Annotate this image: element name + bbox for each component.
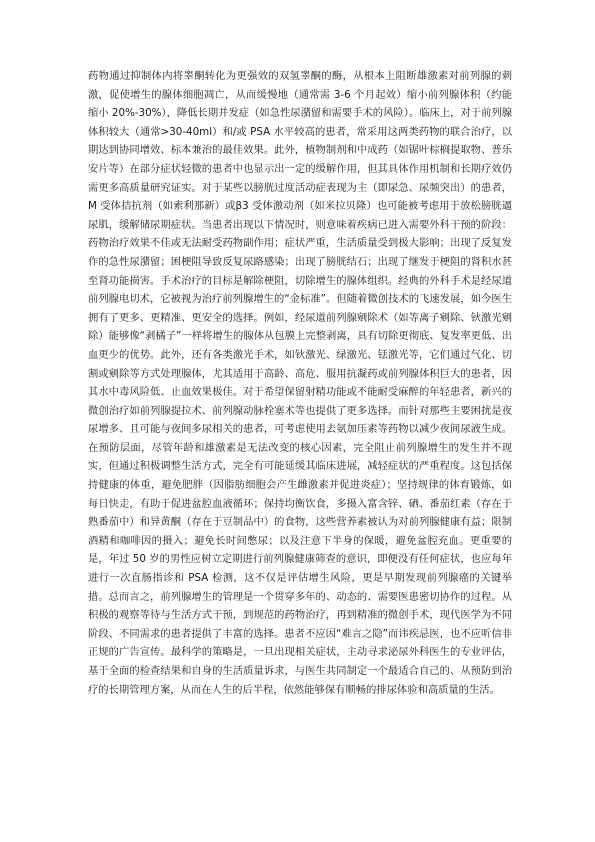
body-paragraph: 药物通过抑制体内将睾酮转化为更强效的双氢睾酮的酶，从根本上阻断雄激素对前列腺的刺激，促使增生的腺体细胞凋亡，从而缓慢地（通常需 3-6 个月起效）缩小前列腺体积（约能缩小 20%-30%），降低长期并发症（如急性尿潴留和需要手术的风险）。临床上，对于前列腺体积较大（通常>30-40ml）和/或 PSA 水平较高的患者，常采用这两类药物的联合治疗，以期达到协同增效、标本兼治的最佳效果。此外，植物制剂和中成药（如锯叶棕榈提取物、普乐安片等）在部分症状轻微的患者中也显示出一定的缓解作用，但其具体作用机制和长期疗效仍需更多高质量研究证实。对于某些以膀胱过度活动症表现为主（即尿急、尿频突出）的患者，M 受体拮抗剂（如索利那新）或β3 受体激动剂（如米拉贝隆）也可能被考虑用于放松膀胱逼尿肌，缓解储尿期症状。当患者出现以下情况时，则意味着疾病已进入需要外科干预的阶段：药物治疗效果不佳或无法耐受药物副作用；症状严重，生活质量受到极大影响；出现了反复发作的急性尿潴留；困梗阻导致反复尿路感染；出现了膀胱结石；出现了继发于梗阻的肾积水甚至肾功能损害。手术治疗的目标是解除梗阻，切除增生的腺体组织。经典的外科手术是经尿道前列腺电切术，它被视为治疗前列腺增生的“金标准”。但随着微创技术的飞速发展，如今医生拥有了更多、更精准、更安全的选择。例如，经尿道前列腺剜除术（如等离子剜除、钬激光剜除）能够像“剥橘子”一样将增生的腺体从包膜上完整剥离，具有切除更彻底、复发率更低、出血更少的优势。此外，还有各类激光手术，如钬激光、绿激光、铥激光等，它们通过气化、切割或剜除等方式处理腺体，尤其适用于高龄、高危、服用抗凝药或前列腺体积巨大的患者，因其水中毒风险低、止血效果极佳。对于希望保留射精功能或不能耐受麻醉的年轻患者，新兴的微创治疗如前列腺提拉术、前列腺动脉栓塞术等也提供了更多选择。而针对那些主要困扰是夜尿增多、且可能与夜间多尿相关的患者，可考虑使用去氨加压素等药物以减少夜间尿液生成。在预防层面，尽管年龄和雄激素是无法改变的核心因素，完全阻止前列腺增生的发生并不现实，但通过积极调整生活方式，完全有可能延缓其临床进展，减轻症状的严重程度。这包括保持健康的体重，避免肥胖（因脂肪细胞会产生雌激素并促进炎症）；坚持规律的体育锻炼，如每日快走，有助于促进盆腔血液循环；保持均衡饮食，多摄入富含锌、硒、番茄红素（存在于熟番茄中）和异黄酮（存在于豆制品中）的食物，这些营养素被认为对前列腺健康有益；限制酒精和咖啡因的摄入；避免长时间憋尿；以及注意下半身的保暖，避免盆腔充血。更重要的是，年过 50 岁的男性应树立定期进行前列腺健康筛查的意识，即便没有任何症状，也应每年进行一次直肠指诊和 PSA 检测，这不仅是评估增生风险，更是早期发现前列腺癌的关键举措。总而言之，前列腺增生的管理是一个贯穿多年的、动态的、需要医患密切协作的过程。从积极的观察等待与生活方式干预，到规范的药物治疗，再到精准的微创手术，现代医学为不同阶段、不同需求的患者提供了丰富的选择。患者不应因“难言之隐”而讳疾忌医，也不应听信非正规的广告宣传。最科学的策略是，一旦出现相关症状，主动寻求泌尿外科医生的专业评估，基于全面的检查结果和自身的生活质量诉求，与医生共同制定一个最适合自己的、从预防到治疗的长期管理方案，从而在人生的后半程，依然能够保有顺畅的排尿体验和高质量的生活。: [88, 70, 512, 696]
